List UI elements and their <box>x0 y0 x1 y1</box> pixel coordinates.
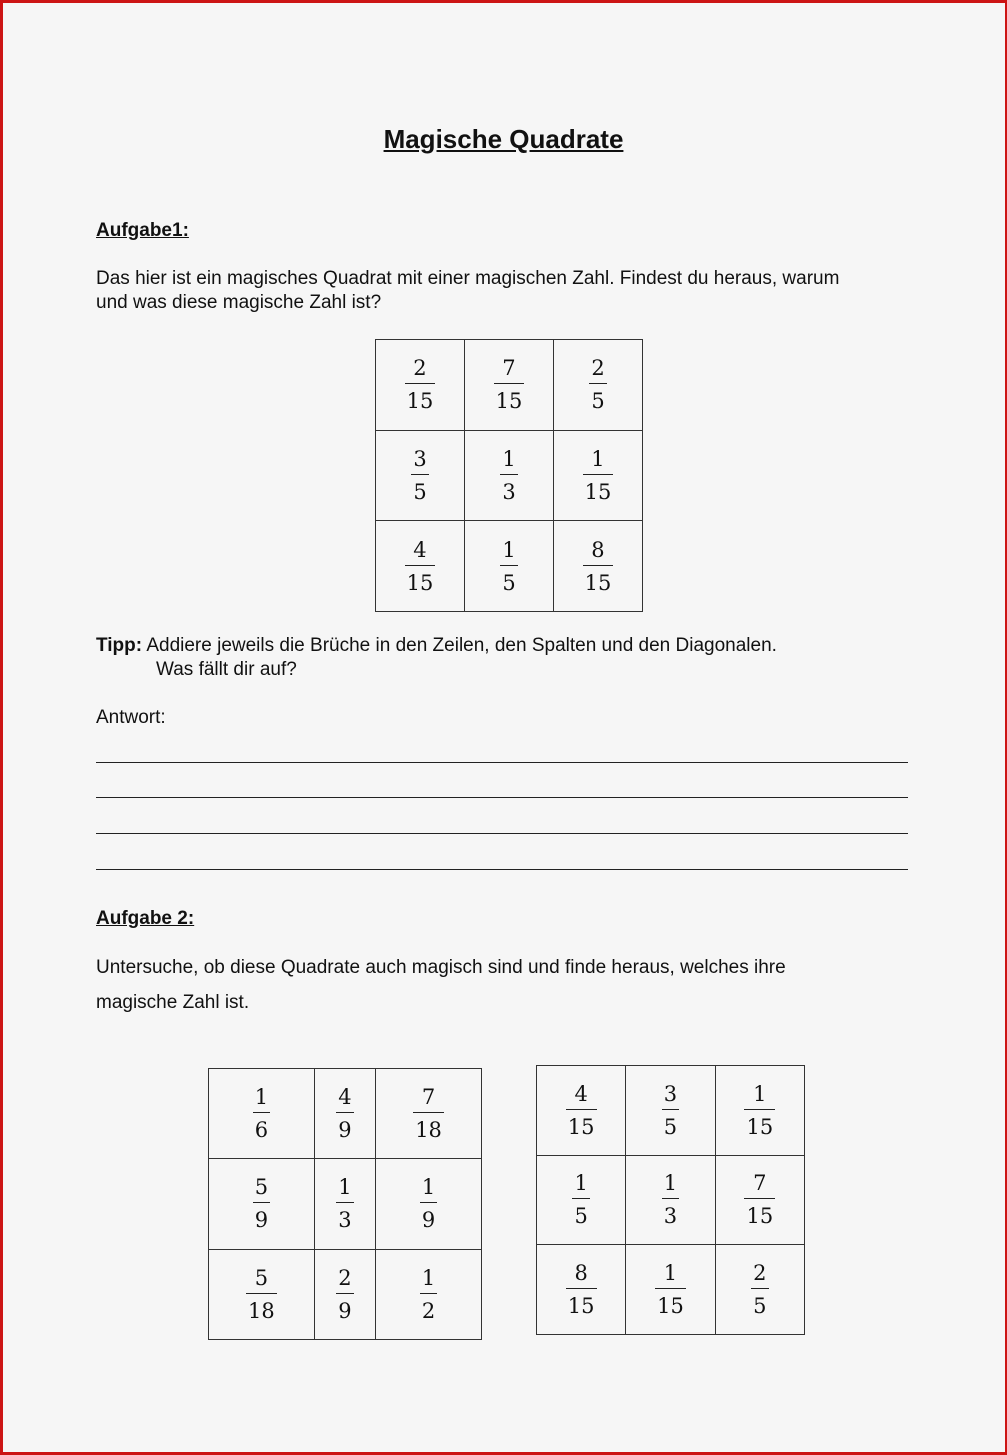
fraction-numerator: 1 <box>421 1265 436 1290</box>
square1-cell <box>554 521 643 612</box>
square1-cell <box>554 430 643 521</box>
fraction-denominator: 3 <box>502 479 516 504</box>
fraction <box>420 1266 437 1323</box>
square1-cell <box>554 340 643 431</box>
fraction <box>566 1082 597 1139</box>
fraction <box>413 1085 444 1142</box>
square2a-cell <box>376 1249 482 1339</box>
answer-line-1[interactable] <box>96 762 908 763</box>
fraction-denominator: 5 <box>663 1114 678 1139</box>
square2a-cell <box>376 1069 482 1159</box>
task1-text-line2: und was diese magische Zahl ist? <box>96 292 382 313</box>
square1-row <box>376 430 643 521</box>
fraction-numerator: 4 <box>338 1085 352 1110</box>
fraction-numerator: 1 <box>421 1175 436 1200</box>
fraction-numerator: 7 <box>753 1171 767 1196</box>
square2a-cell <box>209 1249 315 1339</box>
fraction-numerator: 2 <box>753 1261 767 1286</box>
square2b-cell <box>715 1066 804 1156</box>
fraction <box>589 356 606 413</box>
task1-heading: Aufgabe1: <box>96 220 189 241</box>
square2a-row <box>209 1069 482 1159</box>
fraction <box>583 538 614 595</box>
square2a-cell <box>314 1249 375 1339</box>
answer-line-2[interactable] <box>96 797 908 798</box>
fraction-numerator: 1 <box>574 1171 588 1196</box>
fraction-denominator: 5 <box>502 570 516 595</box>
task2-heading: Aufgabe 2: <box>96 908 195 929</box>
square2b-row <box>537 1155 805 1245</box>
fraction-denominator: 18 <box>248 1298 275 1323</box>
page-title: Magische Quadrate <box>383 124 624 154</box>
fraction <box>336 1266 353 1323</box>
square1-cell <box>465 340 554 431</box>
square2b-cell <box>715 1245 804 1335</box>
fraction <box>500 447 517 504</box>
fraction-numerator: 2 <box>413 356 427 381</box>
square1-cell <box>465 430 554 521</box>
fraction-denominator: 15 <box>746 1204 774 1229</box>
fraction <box>494 356 525 413</box>
task1-text-line1: Das hier ist ein magisches Quadrat mit einer magischen Zahl. Findest du heraus, warum <box>96 268 840 289</box>
fraction-denominator: 5 <box>591 389 605 414</box>
square2a-cell <box>376 1159 482 1249</box>
fraction-numerator: 8 <box>591 537 605 562</box>
fraction <box>655 1261 686 1318</box>
fraction-denominator: 15 <box>567 1114 595 1139</box>
fraction <box>744 1082 775 1139</box>
fraction-numerator: 1 <box>338 1175 352 1200</box>
square1-cell <box>376 521 465 612</box>
fraction-denominator: 6 <box>254 1118 269 1143</box>
answer-label: Antwort: <box>96 707 166 728</box>
square2b-row <box>537 1245 805 1335</box>
square2a-cell <box>314 1159 375 1249</box>
fraction-numerator: 7 <box>421 1085 436 1110</box>
fraction-denominator: 5 <box>574 1204 588 1229</box>
square2a-cell <box>209 1159 315 1249</box>
fraction-numerator: 1 <box>502 537 516 562</box>
fraction-numerator: 1 <box>663 1261 678 1286</box>
fraction-denominator: 9 <box>421 1208 436 1233</box>
square1-cell <box>465 521 554 612</box>
fraction-numerator: 8 <box>574 1261 588 1286</box>
fraction-numerator: 1 <box>591 446 605 471</box>
fraction-numerator: 7 <box>502 356 516 381</box>
tip-label: Tipp: <box>96 635 143 656</box>
answer-line-4[interactable] <box>96 869 908 870</box>
fraction-denominator: 3 <box>663 1204 678 1229</box>
fraction <box>253 1175 270 1232</box>
square2b-row <box>537 1066 805 1156</box>
fraction <box>420 1175 437 1232</box>
fraction-numerator: 1 <box>254 1085 269 1110</box>
fraction-denominator: 15 <box>567 1294 595 1319</box>
fraction <box>500 538 517 595</box>
tip-text-line2: Was fällt dir auf? <box>156 659 297 680</box>
square1-row <box>376 340 643 431</box>
fraction-numerator: 4 <box>413 537 427 562</box>
magic-square-task2-right <box>536 1065 805 1335</box>
fraction-denominator: 15 <box>406 389 434 414</box>
tip-text-line1: Addiere jeweils die Brüche in den Zeilen, den Spalten und den Diagonalen. <box>146 635 777 656</box>
square2b-cell <box>715 1155 804 1245</box>
square2b-cell <box>537 1066 626 1156</box>
fraction-denominator: 5 <box>753 1294 767 1319</box>
square1-row <box>376 521 643 612</box>
fraction <box>246 1266 277 1323</box>
square2b-cell <box>626 1245 715 1335</box>
fraction-denominator: 15 <box>406 570 434 595</box>
fraction-numerator: 2 <box>338 1265 352 1290</box>
square2b-cell <box>626 1066 715 1156</box>
fraction-numerator: 5 <box>254 1175 269 1200</box>
square2a-cell <box>209 1069 315 1159</box>
fraction-numerator: 3 <box>663 1081 678 1106</box>
fraction-denominator: 15 <box>495 389 523 414</box>
fraction-denominator: 3 <box>338 1208 352 1233</box>
task2-text-line2: magische Zahl ist. <box>96 992 250 1013</box>
fraction <box>405 356 436 413</box>
fraction-denominator: 9 <box>254 1208 269 1233</box>
fraction <box>583 447 614 504</box>
fraction <box>253 1085 270 1142</box>
answer-line-3[interactable] <box>96 833 908 834</box>
fraction-numerator: 3 <box>413 446 427 471</box>
fraction <box>572 1171 589 1228</box>
fraction-denominator: 9 <box>338 1298 352 1323</box>
fraction-numerator: 1 <box>753 1081 767 1106</box>
fraction <box>751 1261 768 1318</box>
square1-cell <box>376 340 465 431</box>
fraction <box>411 447 428 504</box>
fraction-denominator: 2 <box>421 1298 436 1323</box>
fraction-numerator: 1 <box>663 1171 678 1196</box>
square2b-cell <box>537 1155 626 1245</box>
square2b-cell <box>626 1155 715 1245</box>
fraction <box>336 1175 353 1232</box>
square2b-cell <box>537 1245 626 1335</box>
magic-square-task2-left <box>208 1068 482 1340</box>
square1-cell <box>376 430 465 521</box>
tip <box>96 634 777 658</box>
fraction-denominator: 15 <box>584 570 612 595</box>
fraction-numerator: 5 <box>254 1265 269 1290</box>
fraction-denominator: 5 <box>413 479 427 504</box>
fraction-numerator: 4 <box>574 1081 588 1106</box>
square2a-cell <box>314 1069 375 1159</box>
fraction <box>662 1171 679 1228</box>
square2a-row <box>209 1249 482 1339</box>
magic-square-task1 <box>375 339 643 612</box>
fraction <box>405 538 436 595</box>
fraction-numerator: 1 <box>502 446 516 471</box>
fraction-denominator: 15 <box>746 1114 774 1139</box>
fraction-denominator: 15 <box>584 479 612 504</box>
fraction <box>566 1261 597 1318</box>
task2-text-line1: Untersuche, ob diese Quadrate auch magisch sind und finde heraus, welches ihre <box>96 957 786 978</box>
fraction-denominator: 15 <box>657 1294 684 1319</box>
fraction <box>662 1082 679 1139</box>
fraction-numerator: 2 <box>591 356 605 381</box>
fraction <box>336 1085 353 1142</box>
square2a-row <box>209 1159 482 1249</box>
fraction-denominator: 18 <box>415 1118 442 1143</box>
fraction <box>744 1171 775 1228</box>
fraction-denominator: 9 <box>338 1118 352 1143</box>
